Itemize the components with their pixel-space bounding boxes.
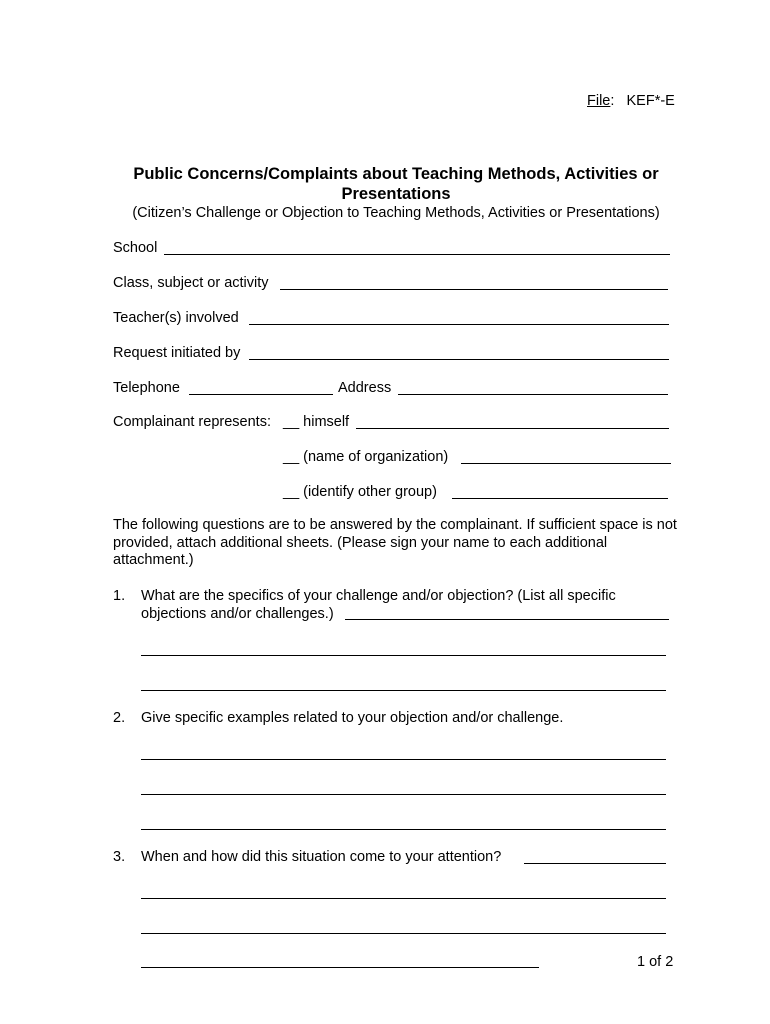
question-3-answer-line-3[interactable] (141, 933, 666, 934)
organization-option[interactable]: __ (name of organization) (283, 449, 449, 465)
question-3-answer-line-2[interactable] (141, 898, 666, 899)
address-label: Address (338, 380, 392, 396)
form-title-line1: Public Concerns/Complaints about Teaching Methods, Activities or (133, 165, 659, 183)
himself-field[interactable] (356, 428, 669, 429)
class-subject-field[interactable] (280, 289, 668, 290)
question-1-answer-line-2[interactable] (141, 655, 666, 656)
question-1-number: 1. (113, 588, 126, 604)
question-1-text (141, 588, 616, 623)
question-3-answer-line-1[interactable] (524, 863, 666, 864)
represents-label: Complainant represents: (113, 414, 271, 430)
question-1-line2: objections and/or challenges.) (141, 605, 334, 622)
question-3-number: 3. (113, 849, 126, 865)
class-subject-label: Class, subject or activity (113, 275, 269, 291)
instructions-text: The following questions are to be answered by the complainant. If sufficient space is not provided, attach additional sheets. (Please sign your name to each additional attachment.) (113, 517, 677, 568)
file-code: File: KEF*-E (587, 93, 675, 109)
telephone-field[interactable] (189, 394, 333, 395)
school-label: School (113, 240, 158, 256)
form-title-line2: Presentations (341, 185, 451, 203)
question-1-answer-line-3[interactable] (141, 690, 666, 691)
question-2-number: 2. (113, 710, 126, 726)
teachers-field[interactable] (249, 324, 669, 325)
question-2-answer-line-1[interactable] (141, 759, 666, 760)
form-subtitle: (Citizen’s Challenge or Objection to Teaching Methods, Activities or Presentations) (132, 205, 660, 221)
question-2-text: Give specific examples related to your objection and/or challenge. (141, 710, 564, 726)
question-1-line1: What are the specifics of your challenge and/or objection? (List all specific (141, 588, 616, 604)
initiated-by-label: Request initiated by (113, 345, 241, 361)
question-3-answer-line-4[interactable] (141, 967, 539, 968)
question-3-text: When and how did this situation come to your attention? (141, 849, 502, 865)
file-label: File (587, 93, 611, 109)
school-field[interactable] (164, 254, 670, 255)
question-2-answer-line-2[interactable] (141, 794, 666, 795)
other-group-field[interactable] (452, 498, 668, 499)
teachers-label: Teacher(s) involved (113, 310, 239, 326)
form-title (100, 164, 692, 204)
himself-option[interactable]: __ himself (283, 414, 350, 430)
other-group-option[interactable]: __ (identify other group) (283, 484, 437, 500)
file-code-value: KEF*-E (626, 93, 675, 109)
organization-field[interactable] (461, 463, 671, 464)
question-1-answer-line-1[interactable] (345, 619, 669, 620)
page-number: 1 of 2 (637, 954, 674, 970)
telephone-label: Telephone (113, 380, 180, 396)
initiated-by-field[interactable] (249, 359, 669, 360)
address-field[interactable] (398, 394, 668, 395)
question-2-answer-line-3[interactable] (141, 829, 666, 830)
